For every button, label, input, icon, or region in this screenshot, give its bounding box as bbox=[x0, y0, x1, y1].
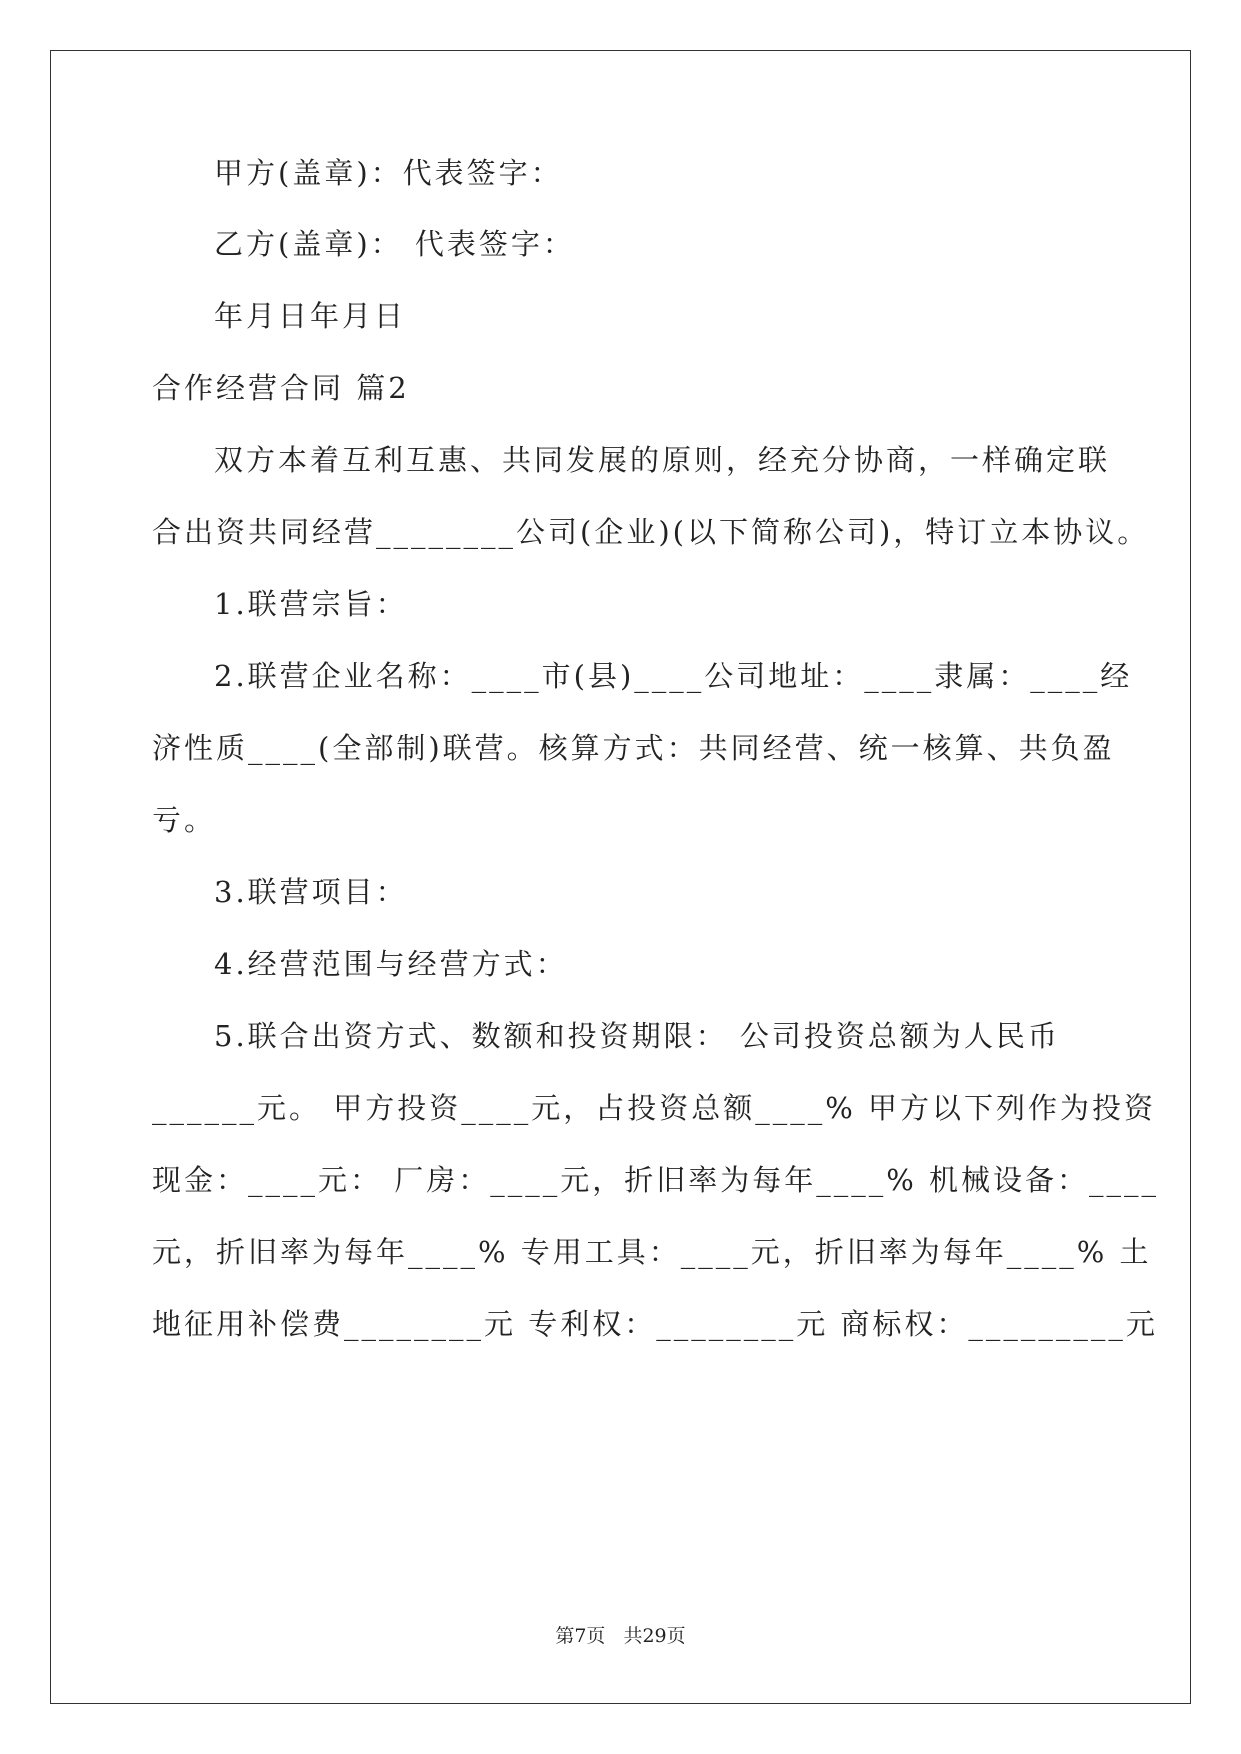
clause-5-line-4: 元，折旧率为每年____% 专用工具：____元，折旧率为每年____% 土 bbox=[152, 1235, 1152, 1269]
date-line: 年月日年月日 bbox=[214, 299, 407, 333]
clause-3-project: 3.联营项目： bbox=[214, 875, 408, 909]
clause-2-line-3: 亏。 bbox=[152, 803, 217, 837]
page-number: 第7页 bbox=[555, 1625, 606, 1647]
intro-paragraph-line-1: 双方本着互利互惠、共同发展的原则，经充分协商，一样确定联 bbox=[214, 443, 1111, 477]
party-b-signature-line: 乙方(盖章)： 代表签字： bbox=[214, 227, 575, 261]
page-total: 共29页 bbox=[623, 1625, 686, 1647]
clause-5-line-3: 现金：____元： 厂房：____元，折旧率为每年____% 机械设备：____ bbox=[152, 1163, 1159, 1197]
clause-1-purpose: 1.联营宗旨： bbox=[214, 587, 408, 621]
section-heading: 合作经营合同 篇2 bbox=[152, 371, 410, 405]
clause-5-line-1: 5.联合出资方式、数额和投资期限： 公司投资总额为人民币 bbox=[214, 1019, 1060, 1053]
clause-4-scope: 4.经营范围与经营方式： bbox=[214, 947, 568, 981]
clause-2-line-2: 济性质____(全部制)联营。核算方式：共同经营、统一核算、共负盈 bbox=[152, 731, 1115, 765]
page-footer bbox=[0, 1624, 1241, 1648]
clause-2-line-1: 2.联营企业名称：____市(县)____公司地址：____隶属：____经 bbox=[214, 659, 1133, 693]
intro-paragraph-line-2: 合出资共同经营________公司(企业)(以下简称公司)，特订立本协议。 bbox=[152, 515, 1150, 549]
clause-5-line-5: 地征用补偿费________元 专利权：________元 商标权：_________元 bbox=[152, 1307, 1158, 1341]
clause-5-line-2: ______元。 甲方投资____元，占投资总额____% 甲方以下列作为投资 bbox=[152, 1091, 1156, 1125]
party-a-signature-line: 甲方(盖章)：代表签字： bbox=[214, 156, 563, 190]
